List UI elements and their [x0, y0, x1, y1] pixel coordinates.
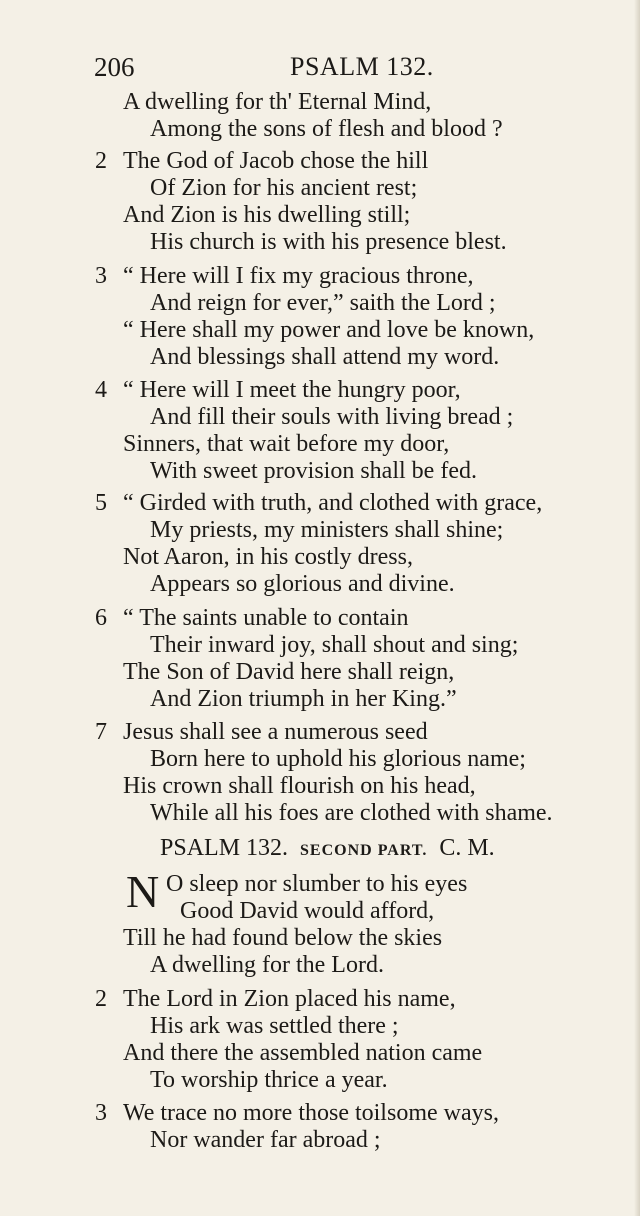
verse-line: “ Girded with truth, and clothed with grace, [123, 490, 543, 516]
verse-line: And Zion triumph in her King.” [150, 686, 457, 712]
verse-line: Jesus shall see a numerous seed [123, 719, 428, 745]
stanza-number: 3 [95, 1100, 107, 1126]
verse-line: “ Here will I fix my gracious throne, [123, 263, 474, 289]
verse-line: The God of Jacob chose the hill [123, 148, 429, 174]
verse-line: A dwelling for the Lord. [150, 952, 384, 978]
verse-line: Among the sons of flesh and blood ? [150, 116, 503, 142]
verse-line: Their inward joy, shall shout and sing; [150, 632, 519, 658]
section-title [160, 834, 495, 865]
section-meter: C. M. [439, 835, 495, 861]
verse-line: His crown shall flourish on his head, [123, 773, 476, 799]
verse-line: “ Here shall my power and love be known, [123, 317, 535, 343]
verse-line: “ Here will I meet the hungry poor, [123, 377, 461, 403]
stanza-number: 4 [95, 377, 107, 403]
verse-line: His church is with his presence blest. [150, 229, 507, 255]
verse-line: Sinners, that wait before my door, [123, 431, 450, 457]
verse-line: O sleep nor slumber to his eyes [166, 871, 468, 897]
verse-line: To worship thrice a year. [150, 1067, 388, 1093]
stanza-number: 6 [95, 605, 107, 631]
section-part: SECOND PART. [300, 842, 428, 859]
verse-line: A dwelling for th' Eternal Mind, [123, 89, 432, 115]
verse-line: Not Aaron, in his costly dress, [123, 544, 413, 570]
verse-line: His ark was settled there ; [150, 1013, 399, 1039]
drop-cap: N [126, 866, 160, 917]
stanza-number: 5 [95, 490, 107, 516]
page-number: 206 [94, 52, 135, 82]
page-header [94, 52, 514, 86]
verse-line: While all his foes are clothed with shame. [150, 800, 553, 826]
verse-line: Appears so glorious and divine. [150, 571, 455, 597]
verse-line: Born here to uphold his glorious name; [150, 746, 526, 772]
stanza-number: 2 [95, 986, 107, 1012]
verse-line: Till he had found below the skies [123, 925, 443, 951]
section-psalm: PSALM 132. [160, 835, 289, 861]
verse-line: And reign for ever,” saith the Lord ; [150, 290, 496, 316]
verse-line: And Zion is his dwelling still; [123, 202, 411, 228]
verse-line: Nor wander far abroad ; [150, 1127, 381, 1153]
verse-line: The Lord in Zion placed his name, [123, 986, 456, 1012]
verse-line: “ The saints unable to contain [123, 605, 409, 631]
verse-line: Good David would afford, [180, 898, 435, 924]
verse-line: With sweet provision shall be fed. [150, 458, 477, 484]
verse-line: And there the assembled nation came [123, 1040, 483, 1066]
verse-line: And blessings shall attend my word. [150, 344, 500, 370]
running-title: PSALM 132. [290, 52, 434, 81]
verse-line: The Son of David here shall reign, [123, 659, 455, 685]
verse-line: My priests, my ministers shall shine; [150, 517, 504, 543]
verse-line: We trace no more those toilsome ways, [123, 1100, 499, 1126]
stanza-number: 7 [95, 719, 107, 745]
stanza-number: 2 [95, 148, 107, 174]
page-edge-shadow [634, 0, 640, 1216]
stanza-number: 3 [95, 263, 107, 289]
verse-line: And fill their souls with living bread ; [150, 404, 514, 430]
verse-line: Of Zion for his ancient rest; [150, 175, 418, 201]
